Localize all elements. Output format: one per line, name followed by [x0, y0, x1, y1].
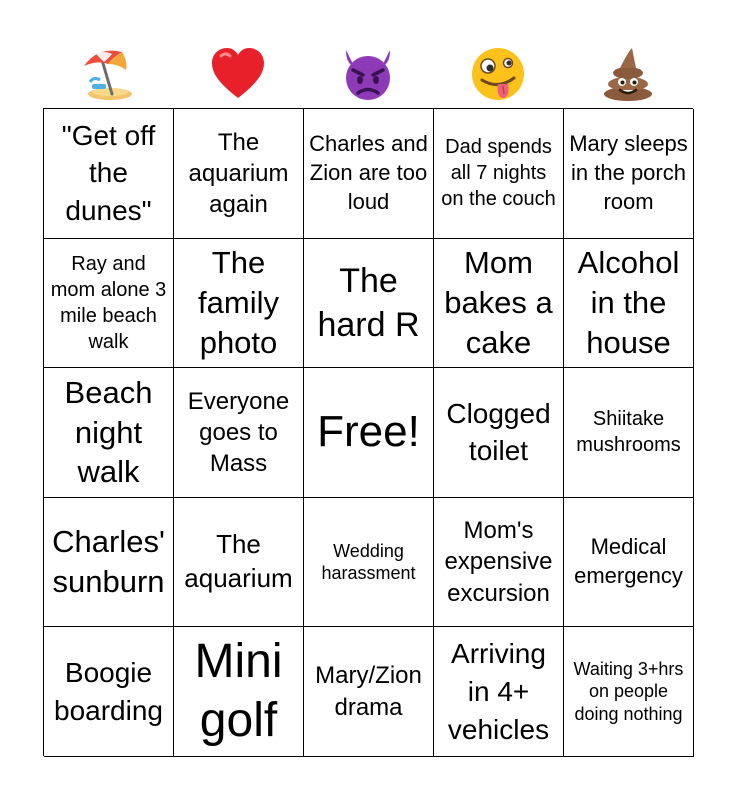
bingo-board — [43, 108, 693, 756]
header-column-1 — [43, 40, 173, 108]
bingo-cell[interactable]: "Get off the dunes" — [44, 109, 174, 239]
angry-devil-icon — [338, 44, 398, 104]
bingo-cell[interactable]: Mom bakes a cake — [434, 239, 564, 369]
bingo-cell[interactable]: Waiting 3+hrs on people doing nothing — [564, 627, 694, 757]
bingo-cell[interactable]: Mini golf — [174, 627, 304, 757]
bingo-cell[interactable]: Dad spends all 7 nights on the couch — [434, 109, 564, 239]
bingo-cell[interactable]: The hard R — [304, 239, 434, 369]
bingo-cell[interactable]: The aquarium again — [174, 109, 304, 239]
bingo-cell[interactable]: Mom's expensive excursion — [434, 498, 564, 628]
bingo-cell[interactable]: Charles and Zion are too loud — [304, 109, 434, 239]
bingo-cell[interactable]: Everyone goes to Mass — [174, 368, 304, 498]
bingo-cell[interactable]: Mary sleeps in the porch room — [564, 109, 694, 239]
header-column-3 — [303, 40, 433, 108]
bingo-cell[interactable]: The aquarium — [174, 498, 304, 628]
bingo-cell[interactable]: Medical emergency — [564, 498, 694, 628]
zany-face-icon — [468, 44, 528, 104]
bingo-cell[interactable]: Shiitake mushrooms — [564, 368, 694, 498]
header-column-4 — [433, 40, 563, 108]
bingo-cell[interactable]: Beach night walk — [44, 368, 174, 498]
bingo-cell[interactable]: Clogged toilet — [434, 368, 564, 498]
bingo-header — [43, 40, 693, 108]
header-column-2 — [173, 40, 303, 108]
red-heart-icon — [208, 44, 268, 104]
beach-umbrella-icon — [78, 44, 138, 104]
bingo-cell[interactable]: Charles' sunburn — [44, 498, 174, 628]
free-space[interactable]: Free! — [304, 368, 434, 498]
header-column-5 — [563, 40, 693, 108]
bingo-cell[interactable]: Ray and mom alone 3 mile beach walk — [44, 239, 174, 369]
bingo-cell[interactable]: Arriving in 4+ vehicles — [434, 627, 564, 757]
bingo-cell[interactable]: Boogie boarding — [44, 627, 174, 757]
poop-icon — [598, 44, 658, 104]
bingo-cell[interactable]: Alcohol in the house — [564, 239, 694, 369]
bingo-cell[interactable]: The family photo — [174, 239, 304, 369]
bingo-cell[interactable]: Wedding harassment — [304, 498, 434, 628]
bingo-cell[interactable]: Mary/Zion drama — [304, 627, 434, 757]
